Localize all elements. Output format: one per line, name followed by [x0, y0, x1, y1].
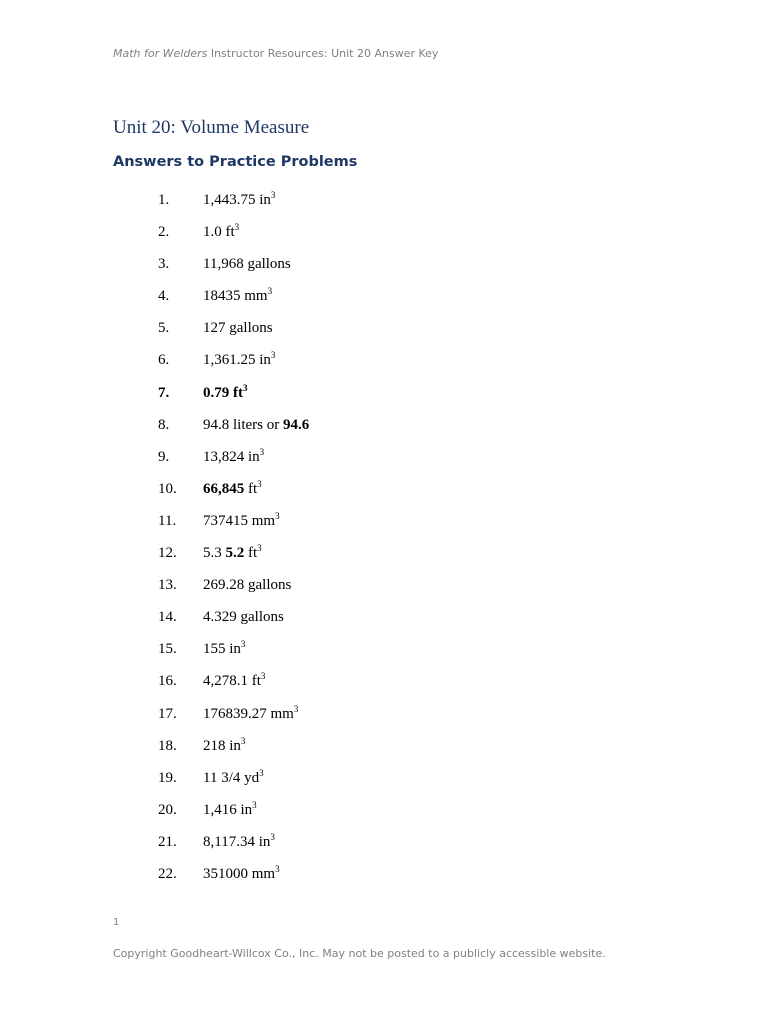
answer-text: [203, 320, 273, 337]
page-header: [113, 47, 438, 60]
answer-item: [0, 188, 600, 220]
answer-text: [203, 545, 262, 562]
cubic-exponent: 3: [275, 510, 280, 521]
answer-text: [203, 863, 280, 883]
answer-number: 18.: [158, 737, 177, 754]
answer-number: 16.: [158, 673, 177, 690]
answer-value: 737415 mm: [203, 512, 276, 529]
answer-value: 218 in: [203, 737, 241, 754]
cubic-exponent: 3: [293, 703, 299, 714]
copyright-notice: Copyright Goodheart-Willcox Co., Inc. May not be posted to a publicly accessible website.: [113, 947, 606, 960]
answer-item: [0, 445, 600, 477]
answer-value: 13,824 in: [203, 448, 260, 465]
answer-number: 10.: [158, 480, 177, 497]
answer-value: 4,278.1 ft: [203, 673, 261, 690]
answer-text: [203, 831, 275, 851]
answer-value: 269.28 gallons: [203, 577, 292, 594]
answer-number: 2.: [158, 224, 170, 241]
cubic-exponent: 3: [259, 767, 264, 778]
answer-text: [203, 510, 280, 530]
answer-text: [203, 224, 239, 241]
answer-value: 1,443.75 in: [203, 192, 271, 208]
cubic-exponent: 3: [270, 831, 275, 842]
answer-number: 7.: [158, 384, 170, 401]
answer-item: [0, 413, 600, 445]
answer-value: 127 gallons: [203, 320, 273, 337]
answer-value: 1,361.25 in: [203, 352, 271, 369]
answer-number: 20.: [158, 801, 177, 818]
answer-value: 5.3: [203, 545, 226, 562]
answer-text: [203, 735, 246, 755]
answer-item: [0, 348, 600, 380]
answer-item: [0, 252, 600, 284]
answer-number: 9.: [158, 448, 170, 465]
answer-number: 17.: [158, 705, 177, 722]
answer-number: 21.: [158, 833, 177, 850]
answer-item: [0, 381, 600, 413]
answer-value: 11 3/4 yd: [203, 769, 260, 786]
answer-text: [203, 799, 257, 819]
cubic-exponent: 3: [257, 543, 262, 554]
answer-text: [203, 446, 265, 466]
answer-value: 0.79 ft: [203, 384, 243, 401]
answer-value: 94.8 liters or: [203, 416, 283, 433]
cubic-exponent: 3: [240, 735, 246, 746]
corrected-value: 5.2: [225, 545, 245, 562]
answer-item: [0, 862, 600, 894]
answer-text: [203, 478, 262, 498]
answer-item: [0, 316, 600, 348]
cubic-exponent: 3: [252, 799, 257, 810]
answer-text: [203, 352, 275, 369]
answer-item: [0, 541, 600, 573]
section-title: Answers to Practice Problems: [113, 154, 358, 170]
unit-title: Unit 20: Volume Measure: [113, 117, 310, 138]
answer-value: 4.329 gallons: [203, 609, 284, 626]
answer-text: [203, 673, 265, 690]
answer-number: 5.: [158, 320, 170, 337]
answer-item: [0, 766, 600, 798]
cubic-exponent: 3: [267, 286, 273, 297]
answer-item: [0, 220, 600, 252]
cubic-exponent: 3: [243, 382, 248, 393]
answer-item: [0, 605, 600, 637]
header-subtitle: Instructor Resources: Unit 20 Answer Key: [207, 47, 439, 60]
answer-number: 12.: [158, 545, 177, 562]
answer-value: 1.0 ft: [203, 224, 235, 241]
answer-number: 13.: [158, 577, 177, 594]
answer-item: [0, 509, 600, 541]
answer-number: 6.: [158, 352, 170, 369]
answer-number: 4.: [158, 288, 170, 305]
answer-item: [0, 477, 600, 509]
cubic-exponent: 3: [260, 671, 266, 682]
cubic-exponent: 3: [240, 639, 246, 650]
answer-value: 18435 mm: [203, 288, 268, 305]
answer-value: 8,117.34 in: [203, 833, 271, 850]
answer-value: ft: [244, 480, 258, 497]
answer-number: 1.: [158, 192, 170, 208]
answer-item: [0, 734, 600, 766]
page-number: 1: [113, 917, 120, 928]
answer-value: 155 in: [203, 641, 241, 658]
answer-text: [203, 192, 275, 209]
answer-item: [0, 637, 600, 669]
cubic-exponent: 3: [259, 446, 265, 457]
cubic-exponent: 3: [257, 478, 262, 489]
answer-text: [203, 577, 291, 594]
answer-text: [203, 256, 291, 273]
answer-text: [203, 767, 264, 787]
corrected-value: 94.6: [283, 416, 310, 433]
answer-value: 176839.27 mm: [203, 705, 294, 722]
answer-text: [203, 288, 272, 305]
answer-item: [0, 284, 600, 316]
answer-number: 22.: [158, 865, 177, 882]
answer-item: [0, 669, 600, 701]
answer-item: [0, 798, 600, 830]
answer-value: 1,416 in: [203, 801, 253, 818]
cubic-exponent: 3: [270, 350, 276, 361]
cubic-exponent: 3: [270, 190, 276, 200]
cubic-exponent: 3: [275, 863, 280, 874]
answer-item: [0, 573, 600, 605]
answer-text: [203, 417, 309, 434]
answer-text: [203, 609, 284, 626]
answer-item: [0, 702, 600, 734]
answer-number: 14.: [158, 609, 177, 626]
answer-item: [0, 830, 600, 862]
cubic-exponent: 3: [234, 222, 240, 233]
answer-number: 19.: [158, 769, 177, 786]
answer-value: ft: [244, 545, 258, 562]
answer-number: 15.: [158, 641, 177, 658]
answer-list: [0, 188, 600, 894]
answer-value: 11,968 gallons: [203, 256, 291, 273]
answer-number: 11.: [158, 512, 177, 529]
answer-number: 8.: [158, 416, 170, 433]
answer-text: [203, 703, 299, 723]
answer-text: [203, 382, 248, 402]
answer-text: [203, 641, 245, 658]
answer-number: 3.: [158, 256, 170, 273]
corrected-value: 66,845: [203, 480, 245, 497]
header-book-title: Math for Welders: [113, 47, 208, 60]
answer-value: 351000 mm: [203, 865, 276, 882]
